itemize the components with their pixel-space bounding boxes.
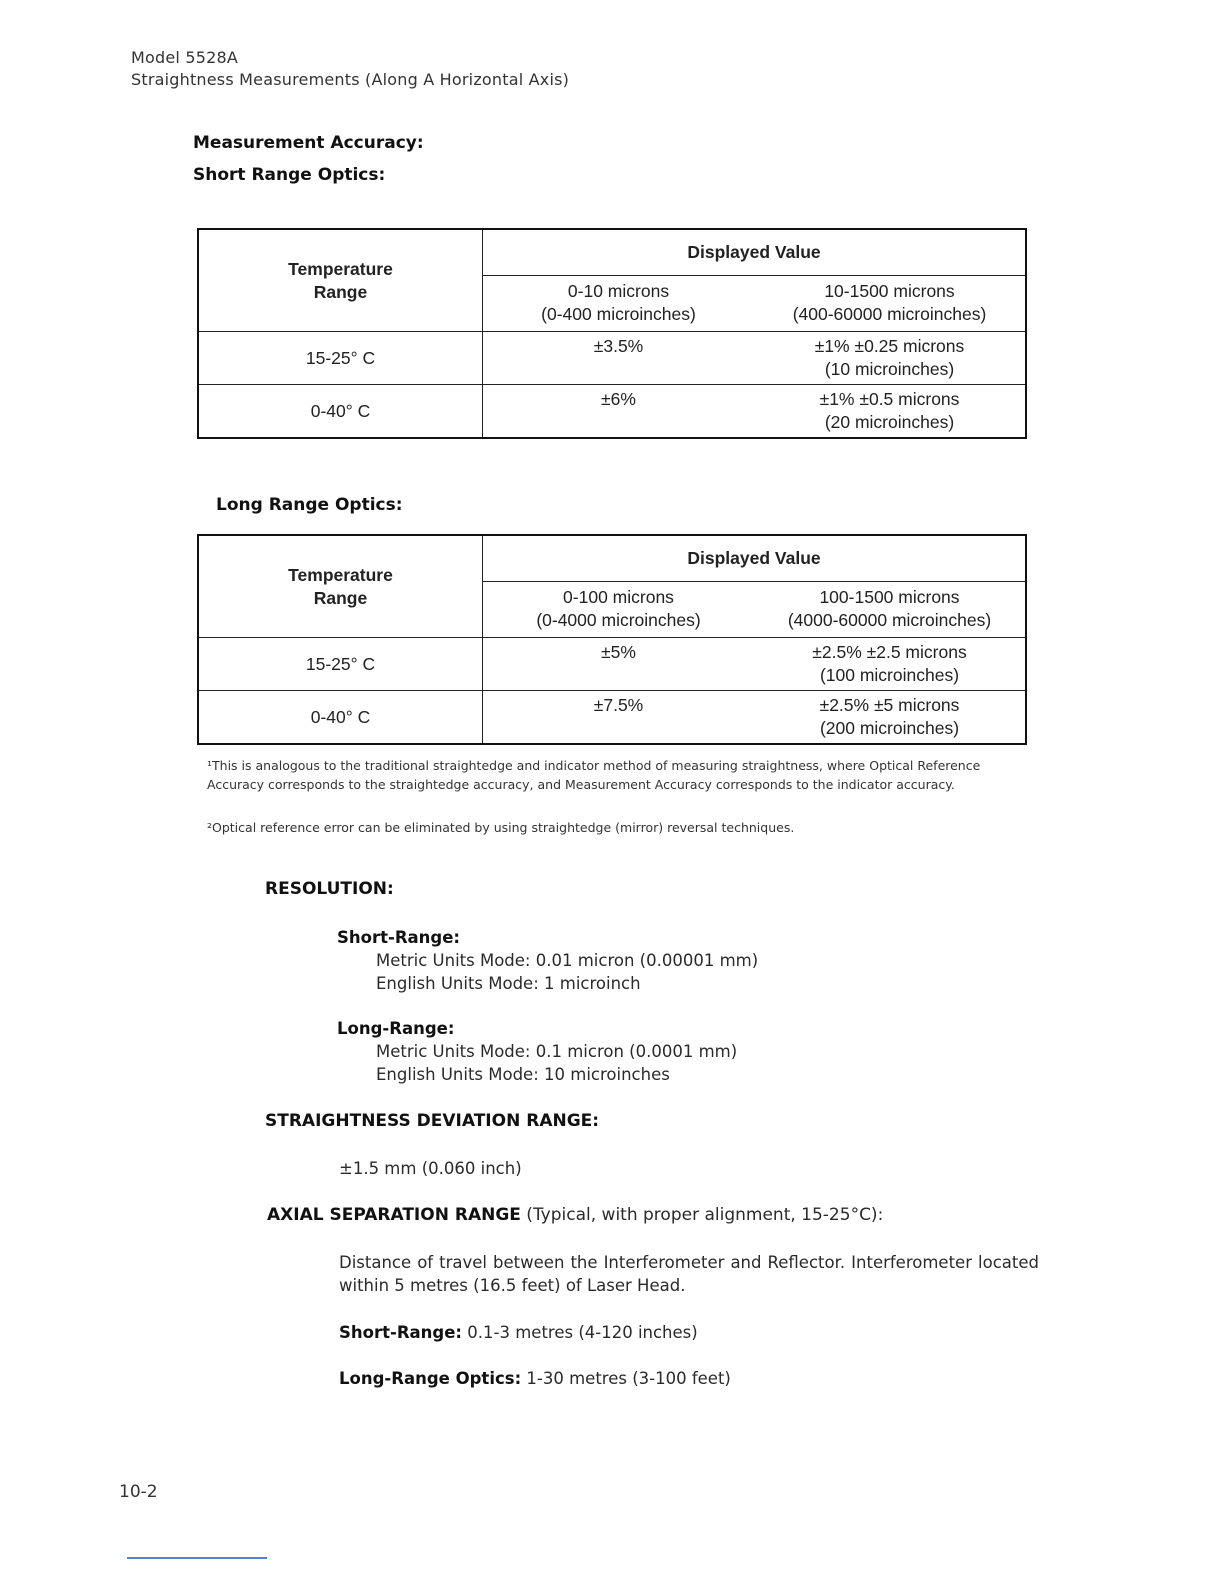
- value-b-line1: ±1% ±0.5 microns: [819, 389, 960, 409]
- range-a-microns: 0-100 microns: [563, 587, 674, 607]
- resolution-short-block: [337, 926, 758, 995]
- axial-long-label: Long-Range Optics:: [339, 1369, 522, 1388]
- range-b-microns: 100-1500 microns: [819, 587, 960, 607]
- value-b-line1: ±2.5% ±2.5 microns: [812, 642, 967, 662]
- value-a: ±5%: [601, 642, 636, 662]
- value-b-line2: (10 microinches): [824, 359, 955, 379]
- range-a-microinches: (0-400 microinches): [541, 304, 696, 324]
- displayed-value-header: Displayed Value: [483, 535, 1027, 582]
- value-a: ±7.5%: [593, 695, 644, 715]
- displayed-value-subheader: [483, 582, 1027, 638]
- temperature-range-header-text: Temperature Range: [288, 258, 393, 302]
- long-range-accuracy-table: [197, 534, 1027, 745]
- temperature-range-header: [198, 229, 483, 332]
- long-english: English Units Mode: 10 microinches: [376, 1065, 670, 1084]
- subheader-range-b: [754, 276, 1025, 326]
- subheader-range-a: [483, 276, 754, 326]
- document-header: [131, 47, 569, 91]
- value-cells: [483, 638, 1027, 691]
- temperature-range-header: [198, 535, 483, 638]
- value-b: [754, 641, 1025, 687]
- value-b: [754, 335, 1025, 381]
- range-a-microinches: (0-4000 microinches): [536, 610, 701, 630]
- axial-short-label: Short-Range:: [339, 1323, 463, 1342]
- subheader-range-b: [754, 582, 1025, 632]
- axial-long-range: [339, 1367, 731, 1390]
- value-a: ±3.5%: [593, 336, 644, 356]
- resolution-long-block: [337, 1017, 737, 1086]
- table-row: [198, 691, 1026, 745]
- value-cells: [483, 332, 1027, 385]
- footnote-2: ²Optical reference error can be eliminated by using straightedge (mirror) reversal techniques.: [207, 820, 795, 835]
- short-range-accuracy-table: [197, 228, 1027, 439]
- value-b-line1: ±1% ±0.25 microns: [814, 336, 965, 356]
- page-number: 10-2: [119, 1482, 158, 1502]
- value-a: ±6%: [601, 389, 636, 409]
- short-range-optics-title: Short Range Optics:: [193, 165, 386, 185]
- footnote-1: ¹This is analogous to the traditional straightedge and indicator method of measuring straightness, where Optical Reference Accuracy corresponds to the straightedge accuracy, and Measurement Accuracy corresponds to the indicator accuracy.: [207, 758, 981, 792]
- range-a-microns: 0-10 microns: [567, 281, 670, 301]
- range-b-microinches: (400-60000 microinches): [792, 304, 987, 324]
- table-row: [198, 638, 1026, 691]
- displayed-value-subheader: [483, 276, 1027, 332]
- deviation-title: STRAIGHTNESS DEVIATION RANGE:: [265, 1111, 600, 1131]
- deviation-value: ±1.5 mm (0.060 inch): [339, 1159, 522, 1178]
- range-b-microinches: (4000-60000 microinches): [787, 610, 992, 630]
- axial-description: Distance of travel between the Interferometer and Reflector. Interferometer located within 5 metres (16.5 feet) of Laser Head.: [339, 1253, 1039, 1295]
- value-cells: [483, 385, 1027, 439]
- axial-long-value: 1-30 metres (3-100 feet): [521, 1369, 731, 1388]
- long-metric: Metric Units Mode: 0.1 micron (0.0001 mm): [376, 1042, 738, 1061]
- displayed-value-header: Displayed Value: [483, 229, 1027, 276]
- value-b-line1: ±2.5% ±5 microns: [819, 695, 960, 715]
- temperature-cell: 15-25° C: [198, 332, 483, 385]
- short-range-label: Short-Range:: [337, 928, 461, 947]
- section-line: Straightness Measurements (Along A Horizontal Axis): [131, 70, 570, 89]
- measurement-accuracy-title: Measurement Accuracy:: [193, 133, 424, 153]
- bottom-rule: [127, 1557, 267, 1559]
- subheader-range-a: [483, 582, 754, 632]
- long-range-label: Long-Range:: [337, 1019, 455, 1038]
- value-b: [754, 694, 1025, 740]
- table-row: [198, 332, 1026, 385]
- value-b-line2: (100 microinches): [819, 665, 960, 685]
- long-range-optics-title: Long Range Optics:: [216, 495, 403, 515]
- short-metric: Metric Units Mode: 0.01 micron (0.00001 mm): [376, 951, 759, 970]
- resolution-title: RESOLUTION:: [265, 879, 394, 899]
- temperature-range-header-text: Temperature Range: [288, 564, 393, 608]
- axial-title: AXIAL SEPARATION RANGE: [267, 1205, 521, 1225]
- temperature-cell: 0-40° C: [198, 385, 483, 439]
- short-english: English Units Mode: 1 microinch: [376, 974, 641, 993]
- range-b-microns: 10-1500 microns: [824, 281, 955, 301]
- axial-heading: [267, 1204, 883, 1227]
- axial-short-range: [339, 1321, 698, 1344]
- value-b: [754, 388, 1025, 434]
- axial-short-value: 0.1-3 metres (4-120 inches): [462, 1323, 698, 1342]
- value-cells: [483, 691, 1027, 745]
- value-b-line2: (200 microinches): [819, 718, 960, 738]
- model-line: Model 5528A: [131, 48, 238, 67]
- table-row: [198, 385, 1026, 439]
- temperature-cell: 15-25° C: [198, 638, 483, 691]
- axial-title-note: (Typical, with proper alignment, 15-25°C):: [520, 1205, 884, 1225]
- value-b-line2: (20 microinches): [824, 412, 955, 432]
- temperature-cell: 0-40° C: [198, 691, 483, 745]
